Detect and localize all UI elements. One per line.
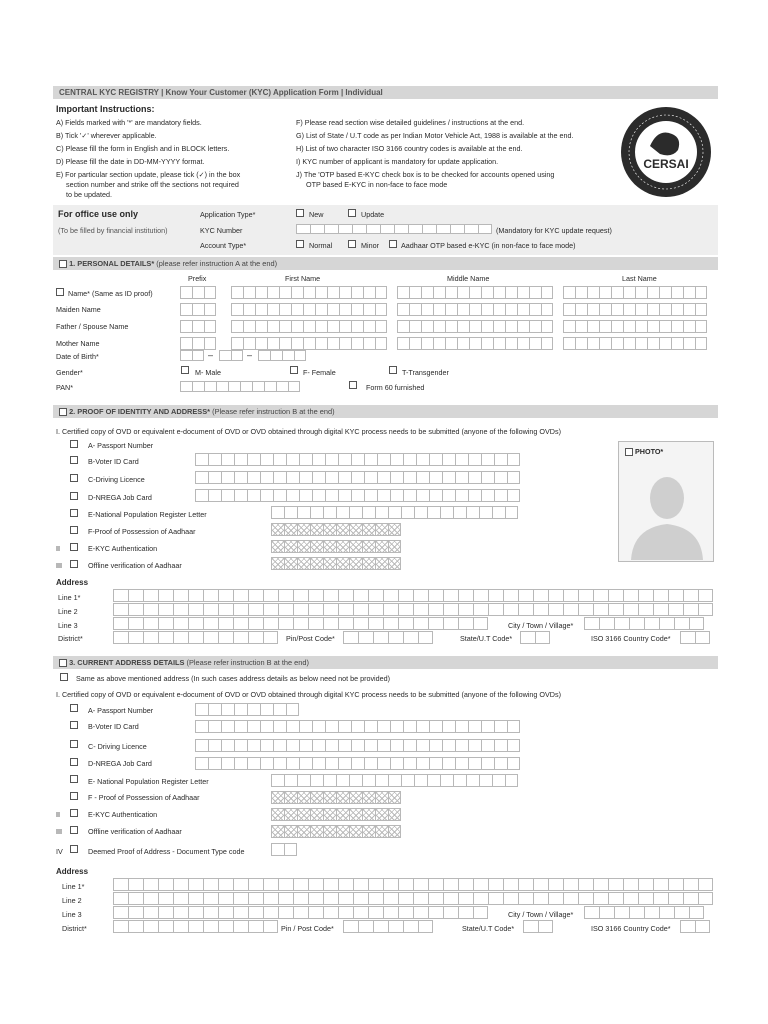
instruction-c: C) Please fill the form in English and in BLOCK letters.	[56, 144, 230, 153]
same-as-above-checkbox[interactable]	[60, 673, 68, 681]
poi-line2-input[interactable]	[113, 603, 713, 616]
poi-roman-ii: II	[56, 544, 60, 553]
poi-line3-input[interactable]	[113, 617, 488, 630]
mother-first-input[interactable]	[231, 337, 387, 350]
dob-month-input[interactable]	[219, 350, 243, 361]
section-3-note: (Please refer instruction B at the end)	[186, 658, 309, 667]
photo-label: PHOTO*	[635, 447, 664, 456]
cur-driving-input[interactable]	[195, 739, 520, 752]
cur-voter-label: B-Voter ID Card	[88, 722, 139, 731]
poi-address-heading: Address	[56, 578, 89, 587]
transgender-label: T-Transgender	[402, 368, 449, 377]
mother-last-input[interactable]	[563, 337, 707, 350]
cur-driving-label: C- Driving Licence	[88, 742, 147, 751]
instruction-f: F) Please read section wise detailed guidelines / instructions at the end.	[296, 118, 525, 127]
male-checkbox[interactable]	[181, 366, 189, 374]
section-1-title: 1. PERSONAL DETAILS*	[69, 259, 155, 268]
cur-roman-iii: III	[56, 827, 62, 836]
name-first-input[interactable]	[231, 286, 387, 299]
kyc-note: (Mandatory for KYC update request)	[496, 226, 612, 235]
cur-city-label: City / Town / Village*	[508, 910, 574, 919]
dob-day-input[interactable]	[180, 350, 204, 361]
poi-country-label: ISO 3166 Country Code*	[591, 634, 671, 643]
male-label: M- Male	[195, 368, 221, 377]
poi-nrega-checkbox[interactable]	[70, 492, 78, 500]
cur-aadhaar-label: F - Proof of Possession of Aadhaar	[88, 793, 200, 802]
instruction-e-cont2: to be updated.	[66, 190, 112, 199]
father-prefix-input[interactable]	[180, 320, 216, 333]
account-type-label: Account Type*	[200, 241, 247, 250]
instruction-d: D) Please fill the date in DD-MM-YYYY format.	[56, 157, 205, 166]
father-last-input[interactable]	[563, 320, 707, 333]
cur-roman-iv: IV	[56, 847, 63, 856]
update-checkbox[interactable]	[348, 209, 356, 217]
maiden-name-label: Maiden Name	[56, 305, 101, 314]
photo-checkbox[interactable]	[625, 448, 633, 456]
poi-ekyc-masked-input[interactable]	[271, 540, 401, 553]
mother-prefix-input[interactable]	[180, 337, 216, 350]
section-2-checkbox[interactable]	[59, 408, 67, 416]
poi-driving-checkbox[interactable]	[70, 474, 78, 482]
cur-voter-input[interactable]	[195, 720, 520, 733]
cur-country-input[interactable]	[680, 920, 710, 933]
normal-checkbox[interactable]	[296, 240, 304, 248]
cur-nrega-label: D-NREGA Job Card	[88, 759, 152, 768]
section-poi-bar	[53, 405, 718, 418]
dob-separator-2: –	[247, 350, 253, 360]
instructions-heading: Important Instructions:	[56, 104, 155, 114]
instruction-g: G) List of State / U.T code as per Indian Motor Vehicle Act, 1988 is available at the end.	[296, 131, 574, 140]
poi-ekyc-checkbox[interactable]	[70, 543, 78, 551]
cur-line3-input[interactable]	[113, 906, 488, 919]
kyc-number-label: KYC Number	[200, 226, 243, 235]
application-type-label: Application Type*	[200, 210, 256, 219]
poi-npr-input[interactable]	[271, 506, 518, 519]
poi-line3-label: Line 3	[58, 621, 78, 630]
poi-voter-input[interactable]	[195, 453, 520, 466]
poi-district-input[interactable]	[113, 631, 278, 644]
mother-middle-input[interactable]	[397, 337, 553, 350]
form-title: CENTRAL KYC REGISTRY | Know Your Customer (KYC) Application Form | Individual	[59, 88, 383, 97]
section-current-address-bar	[53, 656, 718, 669]
instruction-a: A) Fields marked with '*' are mandatory fields.	[56, 118, 202, 127]
gender-label: Gender*	[56, 368, 83, 377]
poi-pin-input[interactable]	[343, 631, 433, 644]
dob-separator-1: –	[208, 350, 214, 360]
female-label: F- Female	[303, 368, 336, 377]
cur-city-input[interactable]	[584, 906, 704, 919]
cur-pin-input[interactable]	[343, 920, 433, 933]
name-last-input[interactable]	[563, 286, 707, 299]
section-2-title: 2. PROOF OF IDENTITY AND ADDRESS*	[69, 407, 211, 416]
poi-line2-label: Line 2	[58, 607, 78, 616]
poi-intro: I. Certified copy of OVD or equivalent e-document of OVD or OVD obtained through digital KYC process needs to be submitted (anyone of the following OVDs)	[56, 427, 561, 436]
transgender-checkbox[interactable]	[389, 366, 397, 374]
poi-city-label: City / Town / Village*	[508, 621, 574, 630]
photo-header	[625, 447, 663, 456]
office-subheading: (To be filled by financial institution)	[58, 226, 168, 235]
pan-label: PAN*	[56, 383, 74, 392]
form60-checkbox[interactable]	[349, 381, 357, 389]
poi-offline-label: Offline verification of Aadhaar	[88, 561, 182, 570]
cur-line1-label: Line 1*	[62, 882, 85, 891]
cur-ekyc-masked-input[interactable]	[271, 808, 401, 821]
cur-line2-input[interactable]	[113, 892, 713, 905]
instruction-j: J) The 'OTP based E-KYC check box is to be checked for accounts opened using	[296, 170, 555, 179]
cur-country-label: ISO 3166 Country Code*	[591, 924, 671, 933]
cur-deemed-label: Deemed Proof of Address - Document Type code	[88, 847, 245, 856]
dob-label: Date of Birth*	[56, 352, 99, 361]
section-3-checkbox[interactable]	[59, 659, 67, 667]
cur-npr-checkbox[interactable]	[70, 775, 78, 783]
cur-passport-checkbox[interactable]	[70, 704, 78, 712]
poi-state-label: State/U.T Code*	[460, 634, 513, 643]
name-checkbox[interactable]	[56, 288, 64, 296]
normal-label: Normal	[309, 241, 333, 250]
new-label: New	[309, 210, 324, 219]
col-last-name: Last Name	[622, 274, 657, 283]
cur-address-heading: Address	[56, 867, 89, 876]
cur-ekyc-checkbox[interactable]	[70, 809, 78, 817]
aadhaar-otp-checkbox[interactable]	[389, 240, 397, 248]
poi-aadhaar-checkbox[interactable]	[70, 526, 78, 534]
poi-country-input[interactable]	[680, 631, 710, 644]
form60-label: Form 60 furnished	[366, 383, 425, 392]
poi-voter-label: B-Voter ID Card	[88, 457, 139, 466]
poi-passport-checkbox[interactable]	[70, 440, 78, 448]
maiden-prefix-input[interactable]	[180, 303, 216, 316]
poi-nrega-input[interactable]	[195, 489, 520, 502]
photo-silhouette-icon	[627, 466, 707, 560]
cur-offline-masked-input[interactable]	[271, 825, 401, 838]
cur-line3-label: Line 3	[62, 910, 82, 919]
father-name-label: Father / Spouse Name	[56, 322, 129, 331]
col-prefix: Prefix	[188, 274, 207, 283]
cur-npr-input[interactable]	[271, 774, 518, 787]
name-label: Name* (Same as ID proof)	[68, 289, 153, 298]
minor-label: Minor	[361, 241, 379, 250]
instruction-h: H) List of two character ISO 3166 country codes is available at the end.	[296, 144, 523, 153]
name-prefix-input[interactable]	[180, 286, 216, 299]
poi-state-input[interactable]	[520, 631, 550, 644]
cur-deemed-input[interactable]	[271, 843, 297, 856]
poi-line1-input[interactable]	[113, 589, 713, 602]
form-title-bar	[53, 86, 718, 99]
section-3-title: 3. CURRENT ADDRESS DETAILS	[69, 658, 185, 667]
cur-npr-label: E- National Population Register Letter	[88, 777, 209, 786]
new-checkbox[interactable]	[296, 209, 304, 217]
cur-deemed-checkbox[interactable]	[70, 845, 78, 853]
col-first-name: First Name	[285, 274, 321, 283]
pan-input[interactable]	[180, 381, 300, 392]
instruction-i: I) KYC number of applicant is mandatory for update application.	[296, 157, 499, 166]
poi-pin-label: Pin/Post Code*	[286, 634, 335, 643]
cur-nrega-checkbox[interactable]	[70, 758, 78, 766]
section-personal-bar	[53, 257, 718, 270]
poi-roman-iii: III	[56, 561, 62, 570]
section-1-note: (please refer instruction A at the end)	[156, 259, 278, 268]
cur-pin-label: Pin / Post Code*	[281, 924, 334, 933]
name-middle-input[interactable]	[397, 286, 553, 299]
father-first-input[interactable]	[231, 320, 387, 333]
poi-line1-label: Line 1*	[58, 593, 81, 602]
same-as-above-label: Same as above mentioned address (In such cases address details as below need not be provided)	[76, 674, 391, 683]
cur-aadhaar-masked-input[interactable]	[271, 791, 401, 804]
col-middle-name: Middle Name	[447, 274, 490, 283]
cur-passport-input[interactable]	[195, 703, 299, 716]
father-middle-input[interactable]	[397, 320, 553, 333]
current-intro: I. Certified copy of OVD or equivalent e-document of OVD or OVD obtained through digital KYC process needs to be submitted (anyone of the following OVDs)	[56, 690, 561, 699]
instruction-e-cont: section number and strike off the sections not required	[66, 180, 239, 189]
maiden-last-input[interactable]	[563, 303, 707, 316]
cur-line2-label: Line 2	[62, 896, 82, 905]
poi-voter-checkbox[interactable]	[70, 456, 78, 464]
poi-ekyc-label: E-KYC Authentication	[88, 544, 158, 553]
cur-ekyc-label: E-KYC Authentication	[88, 810, 158, 819]
cur-aadhaar-checkbox[interactable]	[70, 792, 78, 800]
instruction-b: B) Tick '✓' wherever applicable.	[56, 131, 157, 140]
cur-roman-ii: II	[56, 810, 60, 819]
kyc-number-input[interactable]	[296, 224, 492, 234]
cur-offline-label: Offline verification of Aadhaar	[88, 827, 182, 836]
cur-district-label: District*	[62, 924, 87, 933]
poi-npr-label: E-National Population Register Letter	[88, 510, 207, 519]
dob-year-input[interactable]	[258, 350, 306, 361]
poi-city-input[interactable]	[584, 617, 704, 630]
poi-offline-masked-input[interactable]	[271, 557, 401, 570]
poi-district-label: District*	[58, 634, 83, 643]
cur-nrega-input[interactable]	[195, 757, 520, 770]
cur-voter-checkbox[interactable]	[70, 721, 78, 729]
poi-passport-label: A- Passport Number	[88, 441, 154, 450]
aadhaar-otp-label: Aadhaar OTP based e-KYC (in non-face to face mode)	[401, 241, 576, 250]
poi-offline-checkbox[interactable]	[70, 560, 78, 568]
poi-driving-input[interactable]	[195, 471, 520, 484]
mother-name-label: Mother Name	[56, 339, 100, 348]
photo-box[interactable]	[618, 441, 714, 562]
cur-district-input[interactable]	[113, 920, 278, 933]
update-label: Update	[361, 210, 385, 219]
section-2-note: (Please refer instruction B at the end)	[212, 407, 335, 416]
cersai-seal-logo	[620, 106, 712, 198]
cur-offline-checkbox[interactable]	[70, 826, 78, 834]
cur-state-label: State/U.T Code*	[462, 924, 515, 933]
cur-driving-checkbox[interactable]	[70, 740, 78, 748]
poi-aadhaar-masked-input[interactable]	[271, 523, 401, 536]
poi-npr-checkbox[interactable]	[70, 509, 78, 517]
maiden-first-input[interactable]	[231, 303, 387, 316]
cur-line1-input[interactable]	[113, 878, 713, 891]
poi-aadhaar-label: F-Proof of Possession of Aadhaar	[88, 527, 196, 536]
instruction-e: E) For particular section update, please tick (✓) in the box	[56, 170, 241, 179]
female-checkbox[interactable]	[290, 366, 298, 374]
maiden-middle-input[interactable]	[397, 303, 553, 316]
cur-state-input[interactable]	[523, 920, 553, 933]
cur-passport-label: A- Passport Number	[88, 706, 154, 715]
instruction-j-cont: OTP based E-KYC in non-face to face mode	[306, 180, 448, 189]
poi-nrega-label: D-NREGA Job Card	[88, 493, 152, 502]
poi-driving-label: C-Driving Licence	[88, 475, 145, 484]
office-heading: For office use only	[58, 209, 139, 219]
minor-checkbox[interactable]	[348, 240, 356, 248]
section-1-checkbox[interactable]	[59, 260, 67, 268]
seal-name: CERSAI	[643, 157, 689, 171]
